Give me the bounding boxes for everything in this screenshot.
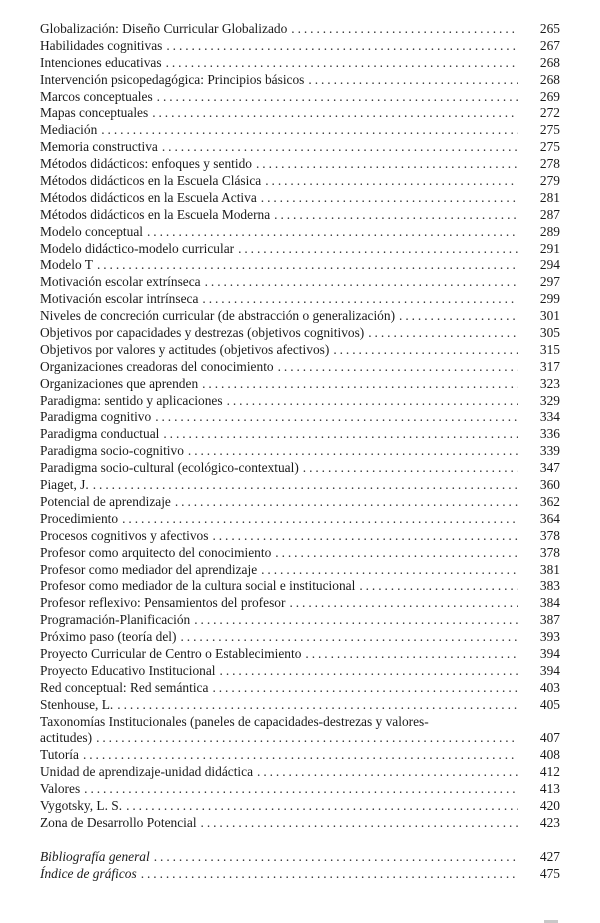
entry-title: Modelo didáctico-modelo curricular [40, 240, 235, 256]
toc-entry[interactable] [40, 257, 560, 274]
toc-back-matter-entry[interactable] [40, 866, 560, 883]
entry-page: 278 [539, 156, 560, 172]
entry-page: 339 [539, 443, 560, 459]
dot-leader [261, 190, 518, 207]
toc-entry[interactable] [40, 494, 560, 511]
entry-title: Métodos didácticos en la Escuela Clásica [40, 173, 262, 189]
toc-entry[interactable] [40, 545, 560, 562]
toc-entry[interactable] [40, 72, 560, 89]
entry-title: Vygotsky, L. S. [40, 797, 123, 813]
entry-title: Unidad de aprendizaje-unidad didáctica [40, 764, 254, 780]
entry-title: Motivación escolar extrínseca [40, 274, 201, 290]
toc-entry[interactable] [40, 393, 560, 410]
toc-entry[interactable] [40, 274, 560, 291]
toc-entry[interactable] [40, 629, 560, 646]
entry-page: 265 [539, 21, 560, 36]
toc-entry[interactable] [40, 595, 560, 612]
toc-entry[interactable] [40, 578, 560, 595]
dot-leader [205, 274, 518, 291]
toc-entry[interactable] [40, 224, 560, 241]
toc-entry[interactable] [40, 156, 560, 173]
dot-leader [155, 409, 518, 426]
entry-page: 407 [539, 730, 560, 746]
toc-entry[interactable] [40, 460, 560, 477]
entry-title: Índice de gráficos [40, 865, 137, 881]
entry-page: 289 [539, 223, 560, 239]
dot-leader [212, 528, 518, 545]
toc-entry[interactable] [40, 612, 560, 629]
entry-title: Motivación escolar intrínseca [40, 291, 199, 307]
dot-leader [275, 545, 518, 562]
entry-title: Taxonomías Institucionales (paneles de capacidades-destrezas y valores- [40, 713, 429, 729]
dot-leader [83, 747, 518, 764]
toc-entry[interactable] [40, 291, 560, 308]
entry-page: 294 [539, 257, 560, 273]
dot-leader [157, 89, 518, 106]
entry-page: 299 [539, 291, 560, 307]
entry-page: 364 [539, 510, 560, 526]
entry-page: 329 [539, 392, 560, 408]
entry-title: Mapas conceptuales [40, 105, 149, 121]
entry-title: Memoria constructiva [40, 139, 158, 155]
toc-entry[interactable] [40, 359, 560, 376]
toc-entry[interactable] [40, 562, 560, 579]
entry-title: Paradigma socio-cultural (ecológico-contextual) [40, 460, 299, 476]
entry-page: 317 [539, 358, 560, 374]
entry-title: Organizaciones que aprenden [40, 375, 199, 391]
entry-title: Mediación [40, 122, 98, 138]
entry-page: 381 [539, 561, 560, 577]
entry-page: 272 [539, 105, 560, 121]
entry-page: 408 [539, 747, 560, 763]
toc-entry[interactable] [40, 241, 560, 258]
entry-page: 287 [539, 206, 560, 222]
dot-leader [201, 815, 518, 832]
toc-entry[interactable] [40, 815, 560, 832]
entry-title: actitudes) [40, 730, 93, 746]
entry-title: Marcos conceptuales [40, 88, 153, 104]
entry-title: Profesor reflexivo: Pensamientos del profesor [40, 595, 286, 611]
toc-entry[interactable] [40, 55, 560, 72]
entry-page: 269 [539, 88, 560, 104]
entry-title: Modelo T [40, 257, 93, 273]
dot-leader [291, 21, 518, 38]
toc-entry[interactable] [40, 21, 560, 38]
entry-page: 394 [539, 662, 560, 678]
entry-title: Valores [40, 781, 81, 797]
toc-entry[interactable] [40, 139, 560, 156]
section-spacer [40, 832, 560, 849]
toc-entry[interactable] [40, 511, 560, 528]
entry-title: Stenhouse, L. [40, 696, 114, 712]
toc-entry[interactable] [40, 190, 560, 207]
entry-page: 281 [539, 189, 560, 205]
toc-entry[interactable] [40, 747, 560, 764]
entry-page: 412 [539, 764, 560, 780]
table-of-contents [40, 21, 560, 883]
dot-leader [154, 849, 518, 866]
entry-page: 268 [539, 54, 560, 70]
toc-entry[interactable] [40, 38, 560, 55]
entry-page: 378 [539, 527, 560, 543]
toc-entry[interactable] [40, 207, 560, 224]
entry-title: Procesos cognitivos y afectivos [40, 527, 209, 543]
entry-page: 362 [539, 493, 560, 509]
entry-page: 336 [539, 426, 560, 442]
dot-leader [256, 156, 518, 173]
toc-entry[interactable] [40, 443, 560, 460]
dot-leader [175, 494, 518, 511]
dot-leader [117, 697, 518, 714]
entry-title: Profesor como arquitecto del conocimiento [40, 544, 272, 560]
entry-page: 305 [539, 325, 560, 341]
dot-leader [227, 393, 518, 410]
entry-title: Objetivos por valores y actitudes (objetivos afectivos) [40, 341, 330, 357]
dot-leader [166, 38, 518, 55]
entry-title: Tutoría [40, 747, 79, 763]
toc-entry[interactable] [40, 376, 560, 393]
entry-page: 423 [539, 814, 560, 830]
toc-entry[interactable] [40, 325, 560, 342]
dot-leader [359, 578, 518, 595]
dot-leader [305, 646, 518, 663]
dot-leader [147, 224, 518, 241]
entry-page: 427 [539, 848, 560, 864]
dot-leader [188, 443, 518, 460]
toc-entry[interactable] [40, 342, 560, 359]
dot-leader [97, 257, 518, 274]
toc-entry[interactable] [40, 646, 560, 663]
entry-page: 420 [539, 797, 560, 813]
dot-leader [202, 291, 518, 308]
dot-leader [261, 562, 518, 579]
dot-leader [278, 359, 518, 376]
entry-title: Modelo conceptual [40, 223, 143, 239]
entry-title: Organizaciones creadoras del conocimiento [40, 358, 274, 374]
entry-page: 387 [539, 612, 560, 628]
toc-entry[interactable] [40, 798, 560, 815]
toc-entry[interactable] [40, 697, 560, 714]
toc-entry[interactable] [40, 663, 560, 680]
entry-title: Paradigma socio-cognitivo [40, 443, 184, 459]
entry-page: 323 [539, 375, 560, 391]
entry-page: 413 [539, 781, 560, 797]
dot-leader [220, 663, 518, 680]
dot-leader [194, 612, 518, 629]
entry-title: Objetivos por capacidades y destrezas (objetivos cognitivos) [40, 325, 365, 341]
dot-leader [141, 866, 518, 883]
entry-title: Profesor como mediador de la cultura social e institucional [40, 578, 356, 594]
entry-page: 378 [539, 544, 560, 560]
dot-leader [163, 426, 518, 443]
entry-page: 360 [539, 477, 560, 493]
entry-page: 297 [539, 274, 560, 290]
entry-page: 275 [539, 139, 560, 155]
dot-leader [368, 325, 518, 342]
dot-leader [180, 629, 518, 646]
entry-title: Intervención psicopedagógica: Principios básicos [40, 71, 305, 87]
dot-leader [303, 460, 518, 477]
entry-page: 475 [539, 865, 560, 881]
toc-entry[interactable] [40, 308, 560, 325]
toc-entry-continuation[interactable] [40, 730, 560, 747]
dot-leader [238, 241, 518, 258]
entry-title: Red conceptual: Red semántica [40, 679, 209, 695]
dot-leader [399, 308, 518, 325]
entry-title: Programación-Planificación [40, 612, 191, 628]
entry-title: Habilidades cognitivas [40, 37, 163, 53]
entry-page: 384 [539, 595, 560, 611]
entry-title: Procedimiento [40, 510, 119, 526]
toc-entry[interactable] [40, 105, 560, 122]
entry-page: 394 [539, 645, 560, 661]
entry-page: 383 [539, 578, 560, 594]
entry-page: 301 [539, 308, 560, 324]
dot-leader [84, 781, 518, 798]
entry-title: Zona de Desarrollo Potencial [40, 814, 197, 830]
entry-title: Próximo paso (teoría del) [40, 629, 177, 645]
dot-leader [162, 139, 518, 156]
dot-leader [265, 173, 518, 190]
toc-back-matter-entry[interactable] [40, 849, 560, 866]
entry-title: Piaget, J. [40, 477, 89, 493]
entry-page: 403 [539, 679, 560, 695]
toc-entry[interactable] [40, 781, 560, 798]
entry-title: Globalización: Diseño Curricular Globalizado [40, 21, 288, 36]
entry-title: Métodos didácticos: enfoques y sentido [40, 156, 252, 172]
entry-title: Intenciones educativas [40, 54, 162, 70]
dot-leader [122, 511, 518, 528]
toc-entry[interactable] [40, 477, 560, 494]
dot-leader [257, 764, 518, 781]
entry-page: 267 [539, 37, 560, 53]
dot-leader [274, 207, 518, 224]
entry-title: Paradigma cognitivo [40, 409, 152, 425]
toc-entry[interactable] [40, 89, 560, 106]
dot-leader [93, 477, 518, 494]
toc-entry[interactable] [40, 409, 560, 426]
entry-page: 347 [539, 460, 560, 476]
entry-page: 315 [539, 341, 560, 357]
entry-title: Métodos didácticos en la Escuela Activa [40, 189, 257, 205]
dot-leader [212, 680, 518, 697]
dot-leader [101, 122, 518, 139]
dot-leader [152, 105, 518, 122]
entry-page: 279 [539, 173, 560, 189]
toc-entry[interactable] [40, 426, 560, 443]
dot-leader [126, 798, 518, 815]
entry-title: Paradigma conductual [40, 426, 160, 442]
entry-page: 275 [539, 122, 560, 138]
toc-entry-wrapped-line[interactable] [40, 714, 560, 731]
entry-page: 405 [539, 696, 560, 712]
entry-page: 334 [539, 409, 560, 425]
dot-leader [289, 595, 518, 612]
entry-title: Métodos didácticos en la Escuela Moderna [40, 206, 271, 222]
toc-entry[interactable] [40, 173, 560, 190]
entry-page: 393 [539, 629, 560, 645]
entry-page: 291 [539, 240, 560, 256]
dot-leader [96, 730, 518, 747]
entry-title: Profesor como mediador del aprendizaje [40, 561, 258, 577]
toc-entry[interactable] [40, 680, 560, 697]
entry-title: Bibliografía general [40, 848, 150, 864]
entry-title: Potencial de aprendizaje [40, 493, 171, 509]
dot-leader [308, 72, 518, 89]
toc-entry[interactable] [40, 122, 560, 139]
entry-title: Niveles de concreción curricular (de abstracción o generalización) [40, 308, 396, 324]
dot-leader [166, 55, 518, 72]
entry-page: 268 [539, 71, 560, 87]
toc-entry[interactable] [40, 764, 560, 781]
toc-entry[interactable] [40, 528, 560, 545]
entry-title: Proyecto Educativo Institucional [40, 662, 216, 678]
entry-title: Proyecto Curricular de Centro o Establecimiento [40, 645, 302, 661]
dot-leader [202, 376, 518, 393]
dot-leader [333, 342, 518, 359]
entry-title: Paradigma: sentido y aplicaciones [40, 392, 223, 408]
